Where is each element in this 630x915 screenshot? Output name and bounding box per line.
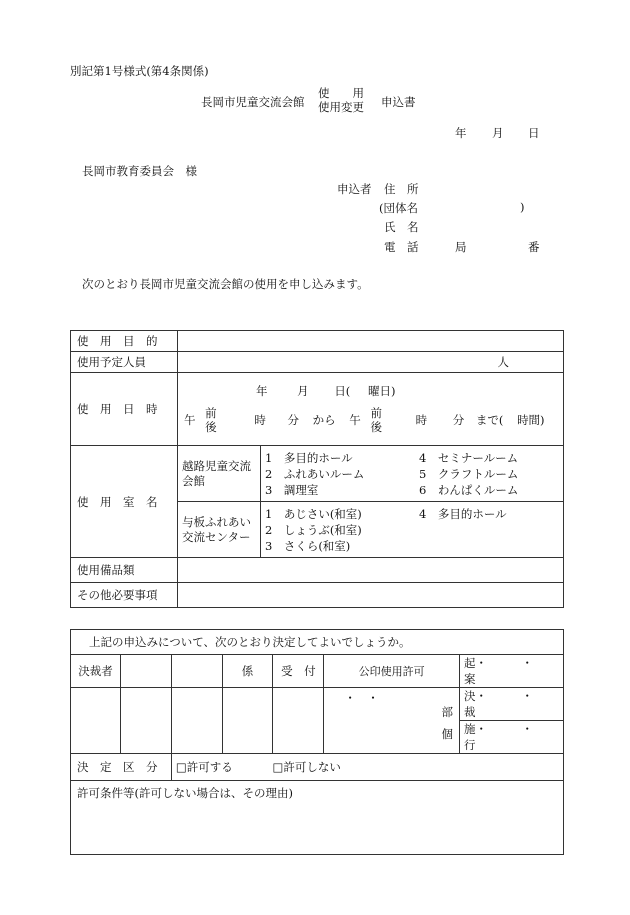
am-pm-stack-2: 前 後	[370, 406, 382, 434]
other-label: その他必要事項	[71, 583, 178, 608]
room-option[interactable]: 1 あじさい(和室)	[265, 507, 362, 521]
tel-ban: 番	[528, 240, 540, 254]
shiko-cell[interactable]	[460, 721, 564, 754]
equipment-field[interactable]	[178, 558, 564, 583]
date-year: 年	[455, 126, 467, 140]
room-option[interactable]: 6 わんぱくルーム	[419, 482, 519, 497]
stamp-cell[interactable]	[273, 688, 324, 754]
hours: 時間)	[517, 413, 545, 427]
purpose-field[interactable]	[178, 331, 564, 352]
dl-weekday: 曜日)	[367, 384, 396, 398]
start-hour: 時	[254, 413, 266, 427]
equipment-label: 使用備品類	[71, 558, 178, 583]
seal-count-cell[interactable]	[324, 688, 460, 754]
applicant-label: 申込者	[337, 182, 372, 196]
facility1-rooms-left	[261, 450, 415, 498]
facility2-name	[178, 502, 261, 558]
people-label: 使用予定人員	[71, 352, 178, 373]
room-option[interactable]: 2 しょうぶ(和室)	[265, 523, 362, 537]
kian-label: 起案	[464, 656, 476, 686]
facility1-text: 越路児童交流会館	[182, 458, 251, 488]
date-line	[256, 383, 395, 399]
people-field[interactable]	[178, 352, 564, 373]
room-option[interactable]: 4 多目的ホール	[419, 507, 507, 521]
facility2-rooms-right	[415, 506, 507, 554]
kara: から	[312, 413, 336, 427]
stamp-cell[interactable]	[222, 688, 273, 754]
application-table	[70, 330, 564, 608]
time-line	[184, 406, 545, 434]
datetime-field[interactable]	[178, 373, 564, 446]
made: まで(	[475, 413, 504, 427]
room-option[interactable]: 3 調理室	[265, 482, 319, 497]
facility2-rooms-left	[261, 506, 415, 554]
not-permit-checkbox[interactable]: □許可しない	[272, 760, 341, 774]
kessaisha-label: 決裁者	[71, 655, 121, 688]
approver-slot[interactable]	[171, 655, 222, 688]
tel-kyoku: 局	[455, 240, 467, 254]
am-pm-go-1: 午	[184, 413, 196, 427]
title-suffix: 申込書	[381, 95, 416, 109]
kian-date: ・ ・	[475, 656, 533, 670]
shiko-date: ・ ・	[475, 722, 533, 736]
room-option[interactable]: 5 クラフトルーム	[419, 466, 519, 481]
title-options	[318, 86, 364, 114]
facility2-text: 与板ふれあい交流センター	[182, 514, 251, 544]
form-number: 別記第1号様式(第4条関係)	[70, 64, 209, 78]
stamp-cell[interactable]	[71, 688, 121, 754]
room-option[interactable]: 4 セミナールーム	[419, 450, 519, 465]
permit-checkbox[interactable]: □許可する	[175, 760, 233, 774]
approval-intro: 上記の申込みについて、次のとおり決定してよいでしょうか。	[71, 630, 564, 655]
room-label: 使 用 室 名	[71, 446, 178, 558]
room-option[interactable]: 2 ふれあいルーム	[265, 466, 365, 481]
approval-table	[70, 629, 564, 855]
decision-label: 決 定 区 分	[71, 754, 172, 781]
conditions-label: 許可条件等(許可しない場合は、その理由)	[77, 786, 293, 800]
tel-label: 電 話	[384, 240, 419, 254]
seal-permit-label: 公印使用許可	[324, 655, 460, 688]
uketsuke-label: 受 付	[273, 655, 324, 688]
end-hour: 時	[415, 413, 428, 427]
start-min: 分	[287, 413, 299, 427]
seal-ko: 個	[441, 727, 453, 741]
facility1-name	[178, 446, 261, 502]
date-day: 日	[528, 126, 540, 140]
end-min: 分	[452, 413, 465, 427]
am-pm-go-2: 午	[349, 413, 361, 427]
room-option[interactable]: 3 さくら(和室)	[265, 539, 351, 553]
date-month: 月	[492, 126, 504, 140]
dl-month: 月	[297, 384, 309, 398]
kian-cell[interactable]	[460, 655, 564, 688]
kessai-date: ・ ・	[475, 689, 533, 703]
address-label: 住 所	[384, 182, 419, 196]
purpose-label: 使 用 目 的	[71, 331, 178, 352]
decision-options	[171, 754, 563, 781]
am-pm-stack-1: 前 後	[205, 406, 217, 434]
other-field[interactable]	[178, 583, 564, 608]
datetime-label: 使 用 日 時	[71, 373, 178, 446]
stamp-cell[interactable]	[120, 688, 171, 754]
seal-bu: 部	[441, 705, 453, 719]
title-option-change: 使用変更	[318, 100, 364, 114]
seal-dots: ・ ・	[344, 691, 379, 705]
dl-year: 年	[256, 384, 268, 398]
name-label: 氏 名	[384, 220, 419, 234]
addressee: 長岡市教育委員会 様	[82, 164, 197, 178]
intro-text: 次のとおり長岡市児童交流会館の使用を申し込みます。	[82, 277, 369, 291]
facility1-rooms[interactable]	[261, 446, 564, 502]
kessai-label: 決裁	[464, 689, 476, 719]
org-label: (団体名	[379, 201, 418, 215]
shiko-label: 施行	[464, 722, 476, 752]
facility2-rooms[interactable]	[261, 502, 564, 558]
stamp-cell[interactable]	[171, 688, 222, 754]
dl-day: 日(	[334, 384, 351, 398]
facility1-rooms-right	[415, 450, 518, 498]
title-option-use: 使 用	[318, 86, 364, 100]
people-unit: 人	[497, 355, 509, 369]
conditions-field[interactable]	[71, 781, 564, 855]
kessai-cell[interactable]	[460, 688, 564, 721]
approver-slot[interactable]	[120, 655, 171, 688]
form-title: 長岡市児童交流会館	[201, 95, 305, 109]
kakari-label: 係	[222, 655, 273, 688]
org-close: )	[520, 200, 525, 214]
room-option[interactable]: 1 多目的ホール	[265, 450, 353, 465]
